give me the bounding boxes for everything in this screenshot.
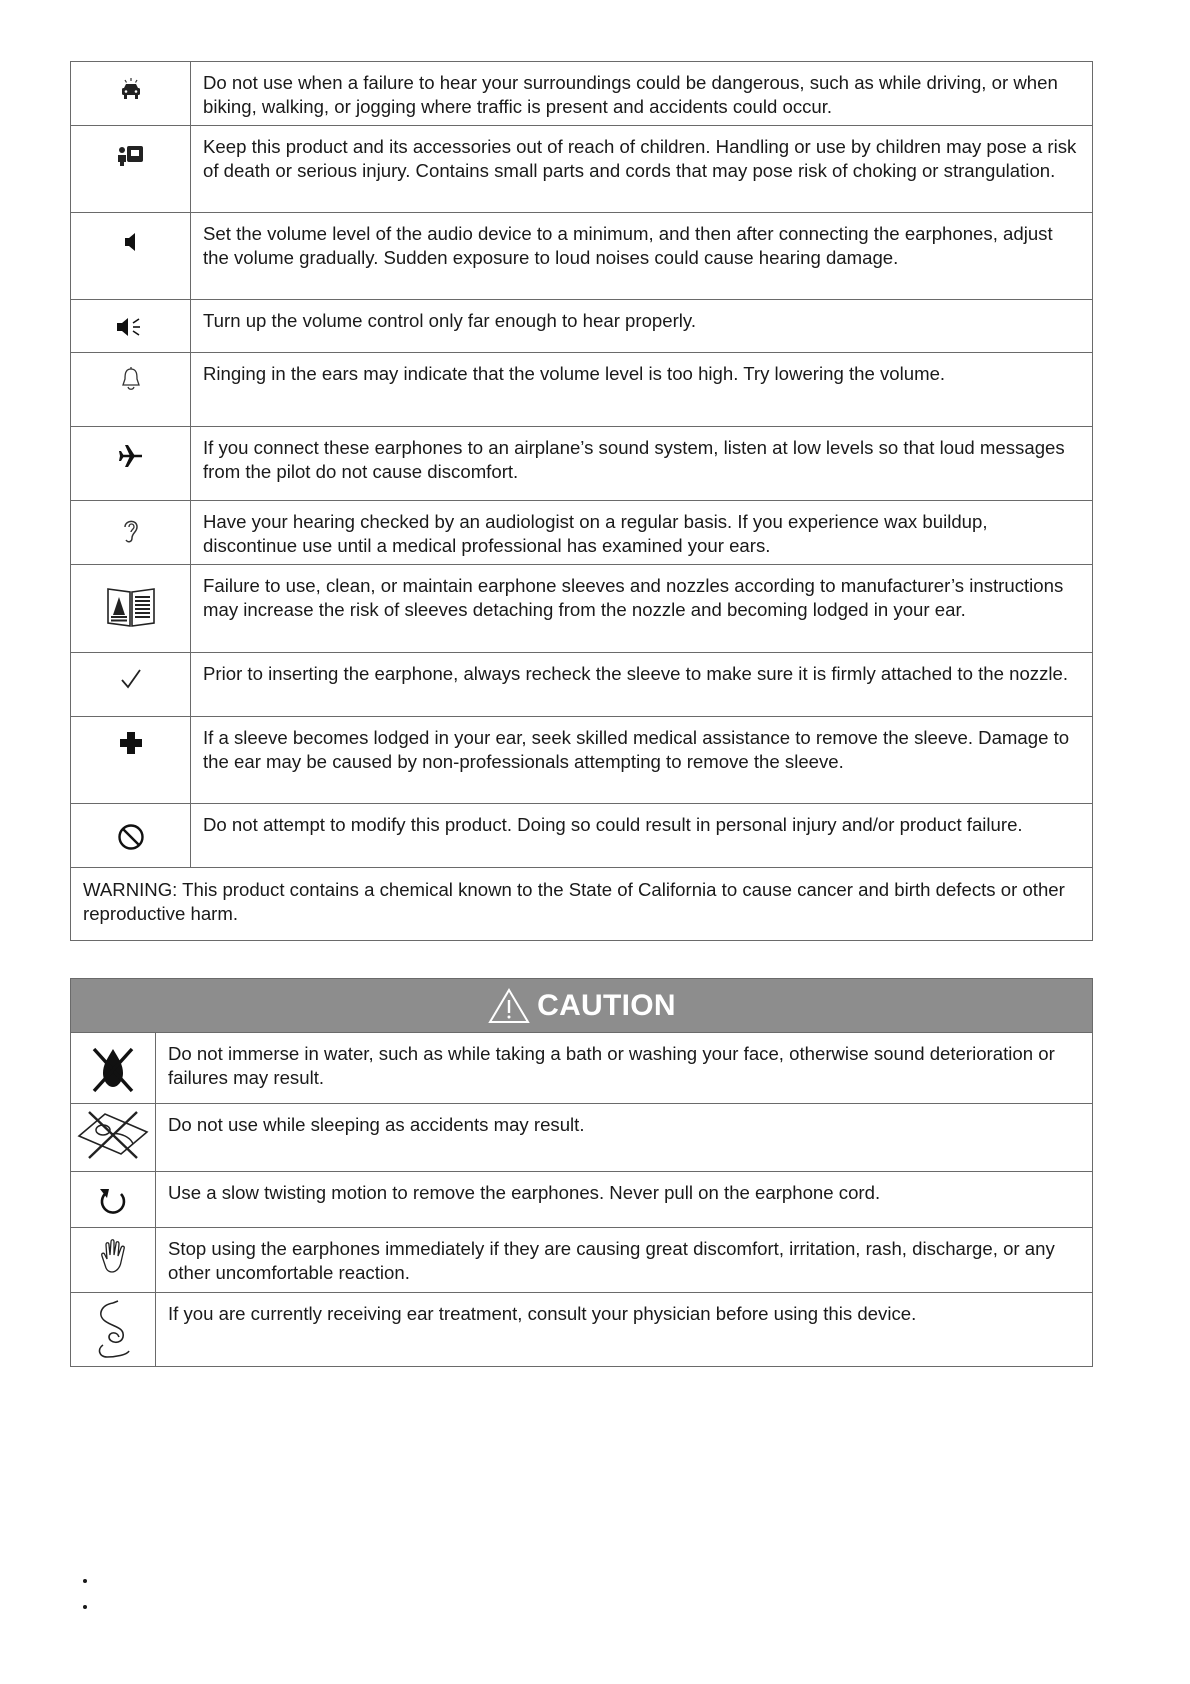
warning-text: Ringing in the ears may indicate that the volume level is too high. Try lowering the volume. (191, 353, 1093, 427)
caution-icon-cell (71, 1104, 156, 1172)
caution-icon-cell (71, 1293, 156, 1367)
empty-bullet-list (76, 1568, 98, 1620)
warning-icon-cell (71, 565, 191, 653)
caution-icon-cell (71, 1033, 156, 1104)
warning-triangle-icon (487, 987, 531, 1025)
caution-text: Stop using the earphones immediately if they are causing great discomfort, irritation, rash, discharge, or any other uncomfortable reaction. (156, 1228, 1093, 1293)
caution-text: If you are currently receiving ear treatment, consult your physician before using this device. (156, 1293, 1093, 1367)
caution-icon-cell (71, 1172, 156, 1228)
warning-text: Failure to use, clean, or maintain earphone sleeves and nozzles according to manufacturer’s instructions may increase the risk of sleeves detaching from the nozzle and becoming lodged in your ear. (191, 565, 1093, 653)
warning-row (71, 427, 1093, 501)
warning-icon-cell (71, 427, 191, 501)
warning-text: Prior to inserting the earphone, always recheck the sleeve to make sure it is firmly attached to the nozzle. (191, 653, 1093, 717)
warning-table (70, 61, 1093, 941)
warning-text: Do not use when a failure to hear your surroundings could be dangerous, such as while driving, or when biking, walking, or jogging where traffic is present and accidents could occur. (191, 62, 1093, 126)
warning-row (71, 126, 1093, 213)
caution-header-row (71, 979, 1093, 1033)
california-warning-row (71, 868, 1093, 941)
ear-icon (119, 515, 143, 547)
warning-icon-cell (71, 501, 191, 565)
caution-text: Use a slow twisting motion to remove the earphones. Never pull on the earphone cord. (156, 1172, 1093, 1228)
warning-icon-cell (71, 717, 191, 804)
warning-row (71, 501, 1093, 565)
caution-table (70, 978, 1093, 1367)
prohibited-icon (116, 822, 146, 852)
caution-row (71, 1104, 1093, 1172)
warning-icon-cell (71, 353, 191, 427)
warning-icon-cell (71, 126, 191, 213)
warning-row (71, 565, 1093, 653)
child-reach-icon (115, 142, 147, 170)
warning-icon-cell (71, 213, 191, 300)
twist-arrow-icon (96, 1184, 130, 1218)
warning-text: Set the volume level of the audio device to a minimum, and then after connecting the earphones, adjust the volume gradually. Sudden exposure to loud noises could cause hearing damage. (191, 213, 1093, 300)
medical-cross-icon (118, 730, 144, 756)
california-warning-text: WARNING: This product contains a chemical known to the State of California to cause cancer and birth defects or other reproductive harm. (71, 868, 1093, 941)
speaker-sound-icon (114, 315, 148, 339)
warning-icon-cell (71, 653, 191, 717)
caution-row (71, 1172, 1093, 1228)
warning-icon-cell (71, 804, 191, 868)
caution-text: Do not immerse in water, such as while taking a bath or washing your face, otherwise sound deterioration or failures may result. (156, 1033, 1093, 1104)
warning-text: Do not attempt to modify this product. Doing so could result in personal injury and/or product failure. (191, 804, 1093, 868)
warning-text: Have your hearing checked by an audiologist on a regular basis. If you experience wax buildup, discontinue use until a medical professional has examined your ears. (191, 501, 1093, 565)
no-sleeping-icon (75, 1108, 151, 1162)
warning-row (71, 804, 1093, 868)
caution-text: Do not use while sleeping as accidents may result. (156, 1104, 1093, 1172)
warning-text: Turn up the volume control only far enough to hear properly. (191, 300, 1093, 353)
warning-text: If you connect these earphones to an airplane’s sound system, listen at low levels so that loud messages from the pilot do not cause discomfort. (191, 427, 1093, 501)
speaker-icon (121, 230, 141, 254)
warning-icon-cell (71, 62, 191, 126)
ear-treatment-icon (91, 1299, 135, 1361)
caution-title: CAUTION (537, 989, 676, 1022)
warning-row (71, 717, 1093, 804)
caution-row (71, 1228, 1093, 1293)
warning-row (71, 300, 1093, 353)
warning-text: If a sleeve becomes lodged in your ear, seek skilled medical assistance to remove the sleeve. Damage to the ear may be caused by non-professionals attempting to remove the sleeve. (191, 717, 1093, 804)
checkmark-icon (118, 666, 144, 692)
warning-icon-cell (71, 300, 191, 353)
no-water-icon (88, 1043, 138, 1095)
caution-header (71, 979, 1093, 1033)
bell-icon (117, 365, 145, 393)
car-warning-icon (116, 76, 146, 106)
caution-row (71, 1293, 1093, 1367)
warning-row (71, 653, 1093, 717)
caution-icon-cell (71, 1228, 156, 1293)
warning-row (71, 353, 1093, 427)
hand-stop-icon (96, 1238, 130, 1276)
warning-row (71, 62, 1093, 126)
caution-row (71, 1033, 1093, 1104)
warning-row (71, 213, 1093, 300)
airplane-icon (116, 441, 146, 471)
warning-text: Keep this product and its accessories out of reach of children. Handling or use by children may pose a risk of death or serious injury. Contains small parts and cords that may pose risk of choking or strangulation. (191, 126, 1093, 213)
manual-icon (105, 585, 157, 629)
